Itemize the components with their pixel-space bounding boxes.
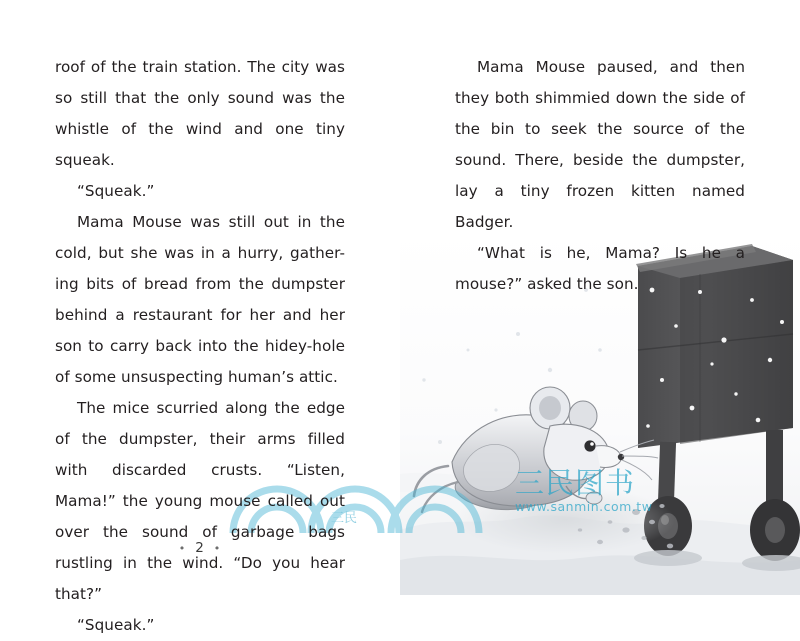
paragraph: “What is he, Mama? Is he a mouse?” asked the son. <box>455 244 745 293</box>
paragraph: Mama Mouse paused, and then they both shimmied down the side of the bin to seek the source of the sound. There, beside the dumpster, lay a tiny frozen kitten named Badger. <box>455 58 745 231</box>
page-number-value: 2 <box>195 540 205 556</box>
watermark-url: www.sanmin.com.tw <box>515 499 653 514</box>
page-number <box>55 540 345 556</box>
page-number-dot-left: • <box>178 541 187 555</box>
paragraph: “Squeak.” <box>77 182 155 200</box>
paragraph: Mama Mouse was still out in the cold, but she was in a hurry, gather-ing bits of bread from the dumpster behind a restaurant for her and her son to carry back into the hidey-hole of some unsuspecting human’s attic. <box>55 213 345 386</box>
paragraph: “Squeak.” <box>77 616 155 634</box>
paragraph: roof of the train station. The city was so still that the only sound was the whistle of the wind and one tiny squeak. <box>55 58 345 169</box>
page-number-dot-right: • <box>213 541 222 555</box>
watermark-mark-text: 三民 <box>331 511 358 526</box>
right-text-column <box>455 52 745 300</box>
paragraph: The mice scurried along the edge of the dumpster, their arms filled with discarded crusts. “Listen, Mama!” the young mouse called out over the sound of garbage bags rustling in the wind. “Do you hear that?” <box>55 399 345 603</box>
watermark-title: 三民图书 <box>515 466 636 500</box>
